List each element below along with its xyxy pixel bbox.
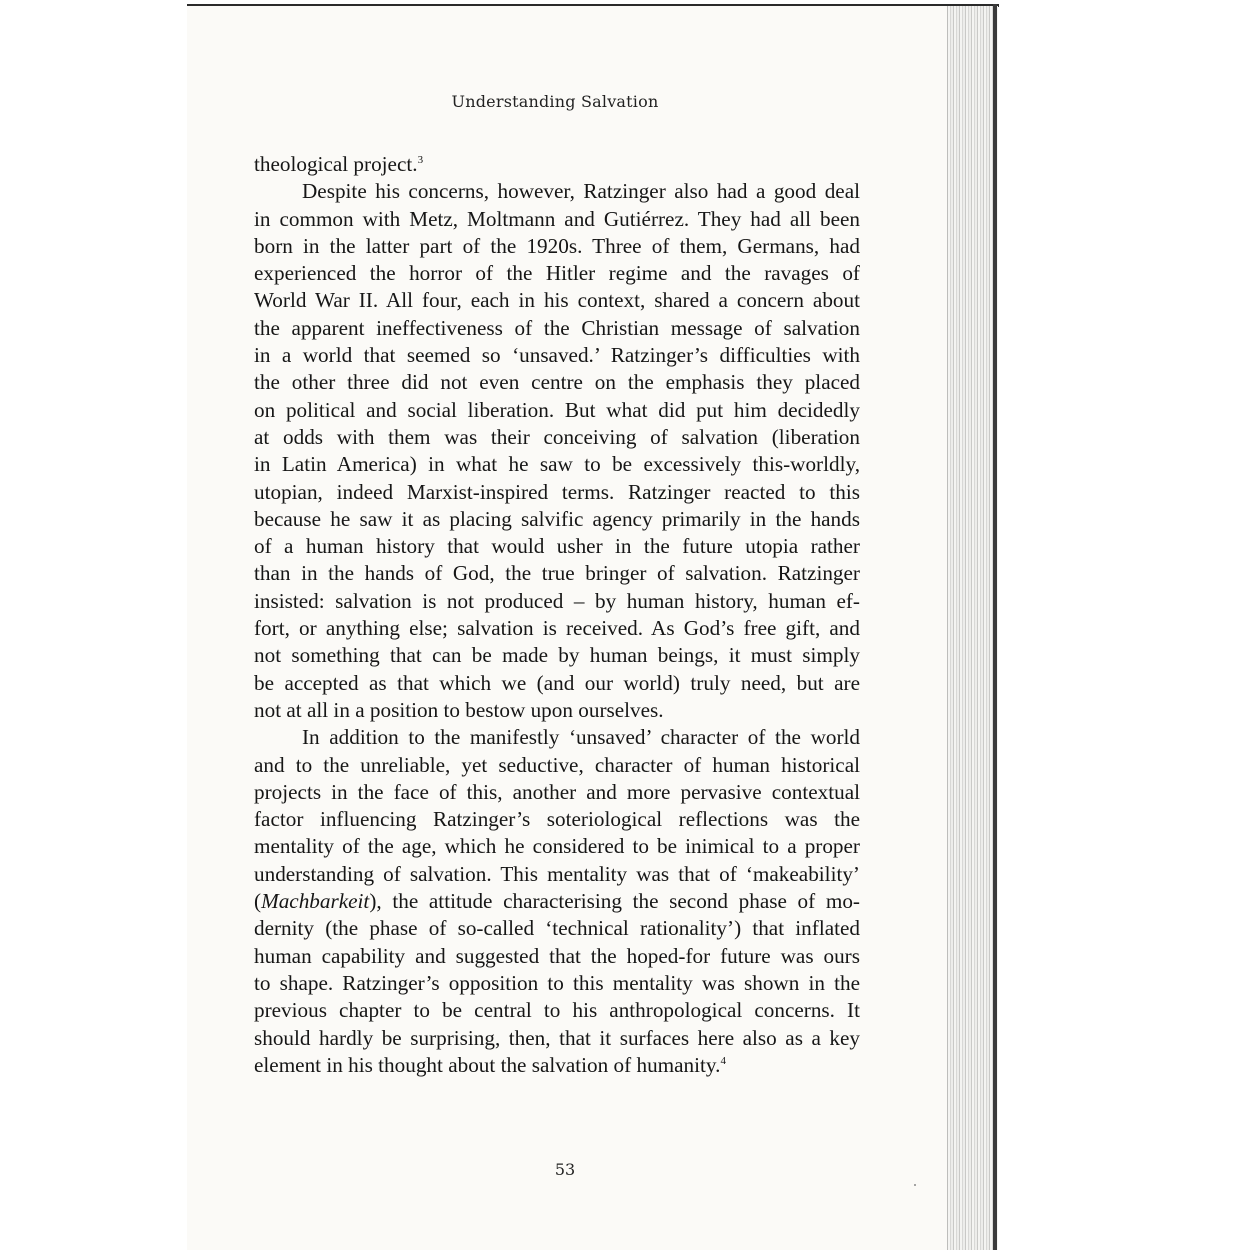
line-text: to shape. Ratzinger’s opposition to this mentality was shown in the <box>254 970 860 995</box>
line-text: not something that can be made by human beings, it must simply <box>254 643 860 668</box>
text-line <box>254 724 860 751</box>
line-text: of a human history that would usher in the future utopia rather <box>254 534 860 559</box>
text-line <box>254 206 860 233</box>
page-number: 53 <box>554 1160 576 1179</box>
footnote-marker: 4 <box>720 1054 726 1067</box>
text-line <box>254 697 860 724</box>
text-line <box>254 833 860 860</box>
text-line <box>254 178 860 205</box>
line-text: born in the latter part of the 1920s. Three of them, Germans, had <box>254 233 860 258</box>
running-head: Understanding Salvation <box>451 92 659 111</box>
page-stack-edge <box>947 6 998 1250</box>
line-text: In addition to the manifestly ‘unsaved’ character of the world <box>302 725 860 750</box>
line-text: the other three did not even centre on the emphasis they placed <box>254 370 860 395</box>
line-text: theological project. <box>254 152 418 176</box>
body-text <box>254 151 860 1079</box>
text-line <box>254 369 860 396</box>
text-line <box>254 451 860 478</box>
text-line <box>254 424 860 451</box>
line-text: in common with Metz, Moltmann and Gutiérrez. They had all been <box>254 206 860 231</box>
line-text: the apparent ineffectiveness of the Christian message of salvation <box>254 315 860 340</box>
line-text: understanding of salvation. This mentality was that of ‘makeability’ <box>254 861 860 886</box>
line-text: fort, or anything else; salvation is received. As God’s free gift, and <box>254 616 860 641</box>
line-text: and to the unreliable, yet seductive, character of human historical <box>254 752 860 777</box>
text-line <box>254 888 860 915</box>
line-text: mentality of the age, which he considered to be inimical to a proper <box>254 834 860 859</box>
line-text: projects in the face of this, another and more pervasive contextual <box>254 779 860 804</box>
text-line <box>254 943 860 970</box>
line-text: be accepted as that which we (and our world) truly need, but are <box>254 670 860 695</box>
text-line <box>254 779 860 806</box>
line-text: dernity (the phase of so-called ‘technical rationality’) that inflated <box>254 916 860 941</box>
text-line <box>254 806 860 833</box>
text-line <box>254 615 860 642</box>
text-line <box>254 1052 860 1079</box>
text-line <box>254 315 860 342</box>
line-text: should hardly be surprising, then, that it surfaces here also as a key <box>254 1025 860 1050</box>
text-line <box>254 861 860 888</box>
text-line <box>254 533 860 560</box>
text-line <box>254 642 860 669</box>
text-line <box>254 342 860 369</box>
footnote-marker: 3 <box>417 154 424 166</box>
line-text: in Latin America) in what he saw to be excessively this-worldly, <box>254 452 860 477</box>
text-line <box>254 260 860 287</box>
line-prefix: ( <box>254 889 262 914</box>
italic-term: Machbarkeit <box>261 889 370 914</box>
line-text: on political and social liberation. But what did put him decidedly <box>254 397 860 422</box>
line-text: utopian, indeed Marxist-inspired terms. Ratzinger reacted to this <box>254 479 860 504</box>
book-spine-edge <box>993 4 997 1250</box>
line-text: Despite his concerns, however, Ratzinger also had a good deal <box>302 179 860 204</box>
text-line <box>254 970 860 997</box>
line-text: because he saw it as placing salvific agency primarily in the hands <box>254 506 860 531</box>
text-line <box>254 287 860 314</box>
text-line <box>254 560 860 587</box>
text-line <box>254 588 860 615</box>
scan-speck <box>914 1184 916 1186</box>
line-text: ), the attitude characterising the second phase of mo- <box>369 889 860 914</box>
line-text: World War II. All four, each in his context, shared a concern about <box>254 288 860 313</box>
text-line <box>254 397 860 424</box>
text-line <box>254 752 860 779</box>
text-line <box>254 151 860 178</box>
text-line <box>254 479 860 506</box>
line-text: at odds with them was their conceiving of salvation (liberation <box>254 424 860 449</box>
line-text: in a world that seemed so ‘unsaved.’ Ratzinger’s difficulties with <box>254 343 860 368</box>
text-line <box>254 1025 860 1052</box>
line-text: previous chapter to be central to his anthropological concerns. It <box>254 998 860 1023</box>
line-text: insisted: salvation is not produced – by human history, human ef- <box>254 588 860 613</box>
line-text: than in the hands of God, the true bringer of salvation. Ratzinger <box>254 561 860 586</box>
text-line <box>254 670 860 697</box>
line-text: human capability and suggested that the hoped-for future was ours <box>254 943 860 968</box>
line-text: element in his thought about the salvation of humanity. <box>254 1052 721 1077</box>
text-line <box>254 997 860 1024</box>
line-text: experienced the horror of the Hitler regime and the ravages of <box>254 261 860 286</box>
line-text: not at all in a position to bestow upon ourselves. <box>254 697 664 722</box>
line-text: factor influencing Ratzinger’s soteriological reflections was the <box>254 807 860 832</box>
text-line <box>254 506 860 533</box>
text-line <box>254 233 860 260</box>
text-line <box>254 915 860 942</box>
